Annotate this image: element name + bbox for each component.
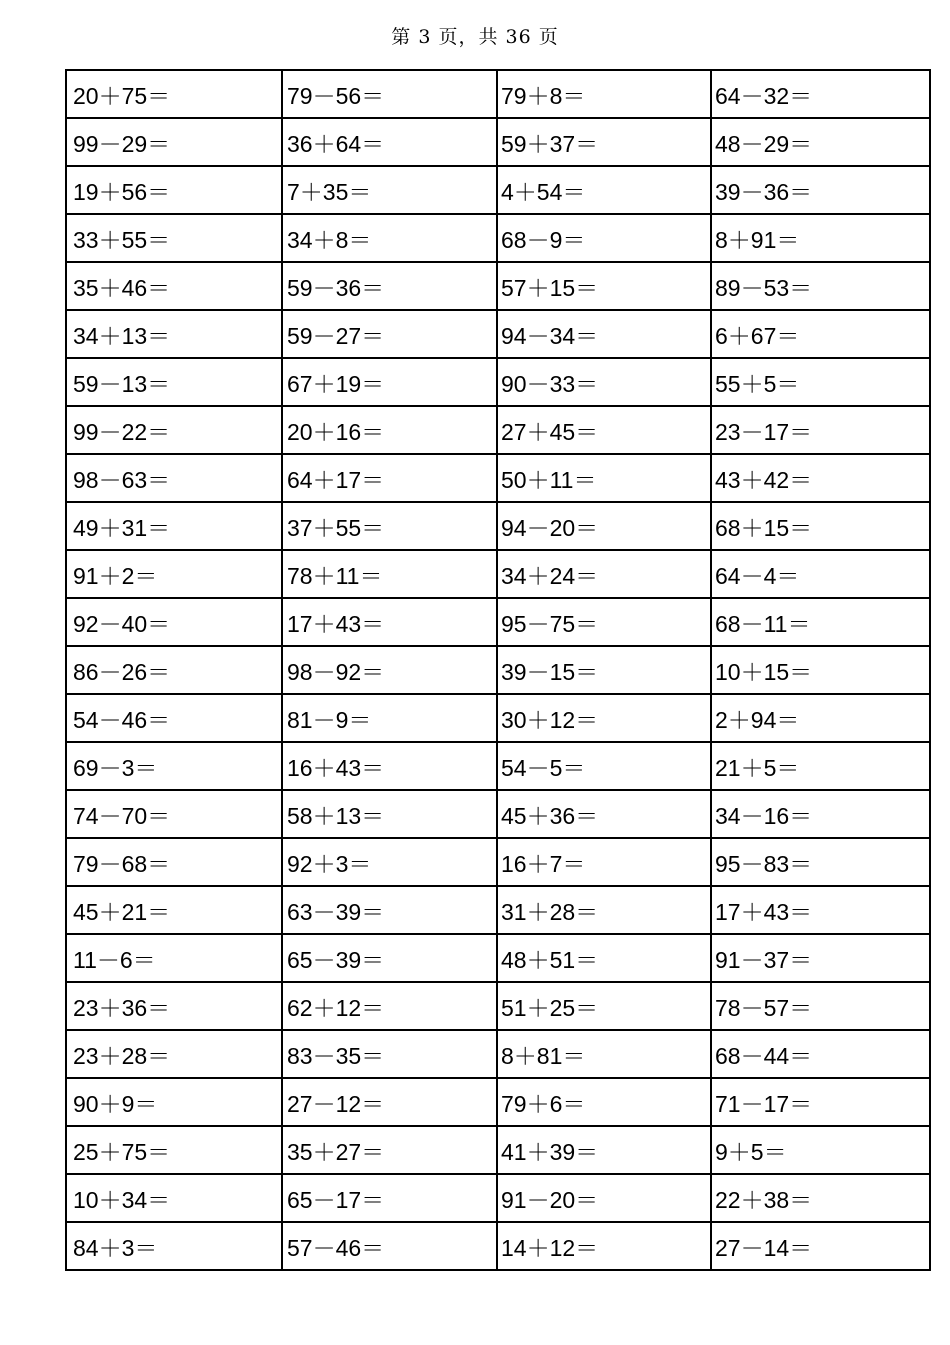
problem-cell: 81－9＝ bbox=[282, 694, 497, 742]
problem-cell: 54－46＝ bbox=[66, 694, 282, 742]
table-row bbox=[66, 838, 930, 886]
problem-cell: 10＋34＝ bbox=[66, 1174, 282, 1222]
problem-cell: 92－40＝ bbox=[66, 598, 282, 646]
problem-cell: 7＋35＝ bbox=[282, 166, 497, 214]
problem-cell: 58＋13＝ bbox=[282, 790, 497, 838]
problem-cell: 45＋21＝ bbox=[66, 886, 282, 934]
table-row bbox=[66, 70, 930, 118]
table-row bbox=[66, 1126, 930, 1174]
problem-cell: 79－68＝ bbox=[66, 838, 282, 886]
problem-cell: 79－56＝ bbox=[282, 70, 497, 118]
table-row bbox=[66, 214, 930, 262]
table-row bbox=[66, 1174, 930, 1222]
problem-cell: 95－83＝ bbox=[711, 838, 930, 886]
problem-cell: 11－6＝ bbox=[66, 934, 282, 982]
table-row bbox=[66, 1222, 930, 1270]
problem-cell: 10＋15＝ bbox=[711, 646, 930, 694]
table-row bbox=[66, 886, 930, 934]
problem-cell: 6＋67＝ bbox=[711, 310, 930, 358]
problem-cell: 8＋91＝ bbox=[711, 214, 930, 262]
problem-cell: 34＋13＝ bbox=[66, 310, 282, 358]
problem-cell: 86－26＝ bbox=[66, 646, 282, 694]
problem-cell: 37＋55＝ bbox=[282, 502, 497, 550]
problem-cell: 67＋19＝ bbox=[282, 358, 497, 406]
problem-cell: 21＋5＝ bbox=[711, 742, 930, 790]
problem-cell: 22＋38＝ bbox=[711, 1174, 930, 1222]
table-row bbox=[66, 310, 930, 358]
problem-cell: 31＋28＝ bbox=[497, 886, 711, 934]
problem-cell: 83－35＝ bbox=[282, 1030, 497, 1078]
problem-cell: 98－63＝ bbox=[66, 454, 282, 502]
table-row bbox=[66, 550, 930, 598]
problem-cell: 23－17＝ bbox=[711, 406, 930, 454]
problem-cell: 16＋43＝ bbox=[282, 742, 497, 790]
problem-cell: 34－16＝ bbox=[711, 790, 930, 838]
problem-cell: 95－75＝ bbox=[497, 598, 711, 646]
problem-cell: 35＋46＝ bbox=[66, 262, 282, 310]
problem-cell: 50＋11＝ bbox=[497, 454, 711, 502]
problem-cell: 57＋15＝ bbox=[497, 262, 711, 310]
problem-cell: 68＋15＝ bbox=[711, 502, 930, 550]
table-row bbox=[66, 982, 930, 1030]
table-row bbox=[66, 262, 930, 310]
problem-cell: 65－39＝ bbox=[282, 934, 497, 982]
problem-cell: 59－27＝ bbox=[282, 310, 497, 358]
problem-cell: 68－44＝ bbox=[711, 1030, 930, 1078]
problem-cell: 90＋9＝ bbox=[66, 1078, 282, 1126]
problem-cell: 84＋3＝ bbox=[66, 1222, 282, 1270]
problem-cell: 33＋55＝ bbox=[66, 214, 282, 262]
table-row bbox=[66, 406, 930, 454]
problem-cell: 62＋12＝ bbox=[282, 982, 497, 1030]
problem-cell: 34＋24＝ bbox=[497, 550, 711, 598]
worksheet-body bbox=[66, 70, 930, 1270]
problem-cell: 23＋28＝ bbox=[66, 1030, 282, 1078]
problem-cell: 19＋56＝ bbox=[66, 166, 282, 214]
problem-cell: 68－11＝ bbox=[711, 598, 930, 646]
arithmetic-worksheet-table bbox=[65, 69, 931, 1271]
problem-cell: 17＋43＝ bbox=[711, 886, 930, 934]
table-row bbox=[66, 166, 930, 214]
table-row bbox=[66, 598, 930, 646]
page-number-header: 第 3 页，共 36 页 bbox=[391, 26, 559, 48]
table-row bbox=[66, 1030, 930, 1078]
problem-cell: 94－20＝ bbox=[497, 502, 711, 550]
problem-cell: 14＋12＝ bbox=[497, 1222, 711, 1270]
table-row bbox=[66, 790, 930, 838]
problem-cell: 64－4＝ bbox=[711, 550, 930, 598]
problem-cell: 48＋51＝ bbox=[497, 934, 711, 982]
problem-cell: 78＋11＝ bbox=[282, 550, 497, 598]
problem-cell: 55＋5＝ bbox=[711, 358, 930, 406]
problem-cell: 48－29＝ bbox=[711, 118, 930, 166]
problem-cell: 98－92＝ bbox=[282, 646, 497, 694]
problem-cell: 99－22＝ bbox=[66, 406, 282, 454]
problem-cell: 59－13＝ bbox=[66, 358, 282, 406]
table-row bbox=[66, 646, 930, 694]
problem-cell: 34＋8＝ bbox=[282, 214, 497, 262]
problem-cell: 91－37＝ bbox=[711, 934, 930, 982]
problem-cell: 57－46＝ bbox=[282, 1222, 497, 1270]
table-row bbox=[66, 742, 930, 790]
problem-cell: 51＋25＝ bbox=[497, 982, 711, 1030]
problem-cell: 45＋36＝ bbox=[497, 790, 711, 838]
table-row bbox=[66, 1078, 930, 1126]
problem-cell: 79＋6＝ bbox=[497, 1078, 711, 1126]
problem-cell: 64＋17＝ bbox=[282, 454, 497, 502]
table-row bbox=[66, 694, 930, 742]
problem-cell: 23＋36＝ bbox=[66, 982, 282, 1030]
problem-cell: 20＋16＝ bbox=[282, 406, 497, 454]
problem-cell: 59＋37＝ bbox=[497, 118, 711, 166]
table-row bbox=[66, 118, 930, 166]
problem-cell: 78－57＝ bbox=[711, 982, 930, 1030]
problem-cell: 99－29＝ bbox=[66, 118, 282, 166]
problem-cell: 25＋75＝ bbox=[66, 1126, 282, 1174]
problem-cell: 94－34＝ bbox=[497, 310, 711, 358]
problem-cell: 90－33＝ bbox=[497, 358, 711, 406]
problem-cell: 63－39＝ bbox=[282, 886, 497, 934]
problem-cell: 64－32＝ bbox=[711, 70, 930, 118]
problem-cell: 27＋45＝ bbox=[497, 406, 711, 454]
problem-cell: 43＋42＝ bbox=[711, 454, 930, 502]
problem-cell: 49＋31＝ bbox=[66, 502, 282, 550]
problem-cell: 68－9＝ bbox=[497, 214, 711, 262]
problem-cell: 39－15＝ bbox=[497, 646, 711, 694]
problem-cell: 59－36＝ bbox=[282, 262, 497, 310]
table-row bbox=[66, 454, 930, 502]
problem-cell: 36＋64＝ bbox=[282, 118, 497, 166]
problem-cell: 71－17＝ bbox=[711, 1078, 930, 1126]
problem-cell: 35＋27＝ bbox=[282, 1126, 497, 1174]
problem-cell: 8＋81＝ bbox=[497, 1030, 711, 1078]
problem-cell: 30＋12＝ bbox=[497, 694, 711, 742]
problem-cell: 39－36＝ bbox=[711, 166, 930, 214]
problem-cell: 92＋3＝ bbox=[282, 838, 497, 886]
problem-cell: 74－70＝ bbox=[66, 790, 282, 838]
problem-cell: 2＋94＝ bbox=[711, 694, 930, 742]
problem-cell: 9＋5＝ bbox=[711, 1126, 930, 1174]
problem-cell: 91－20＝ bbox=[497, 1174, 711, 1222]
problem-cell: 89－53＝ bbox=[711, 262, 930, 310]
table-row bbox=[66, 934, 930, 982]
problem-cell: 27－12＝ bbox=[282, 1078, 497, 1126]
table-row bbox=[66, 502, 930, 550]
table-row bbox=[66, 358, 930, 406]
problem-cell: 16＋7＝ bbox=[497, 838, 711, 886]
problem-cell: 41＋39＝ bbox=[497, 1126, 711, 1174]
problem-cell: 54－5＝ bbox=[497, 742, 711, 790]
problem-cell: 20＋75＝ bbox=[66, 70, 282, 118]
problem-cell: 69－3＝ bbox=[66, 742, 282, 790]
problem-cell: 27－14＝ bbox=[711, 1222, 930, 1270]
problem-cell: 91＋2＝ bbox=[66, 550, 282, 598]
problem-cell: 4＋54＝ bbox=[497, 166, 711, 214]
problem-cell: 17＋43＝ bbox=[282, 598, 497, 646]
problem-cell: 65－17＝ bbox=[282, 1174, 497, 1222]
problem-cell: 79＋8＝ bbox=[497, 70, 711, 118]
